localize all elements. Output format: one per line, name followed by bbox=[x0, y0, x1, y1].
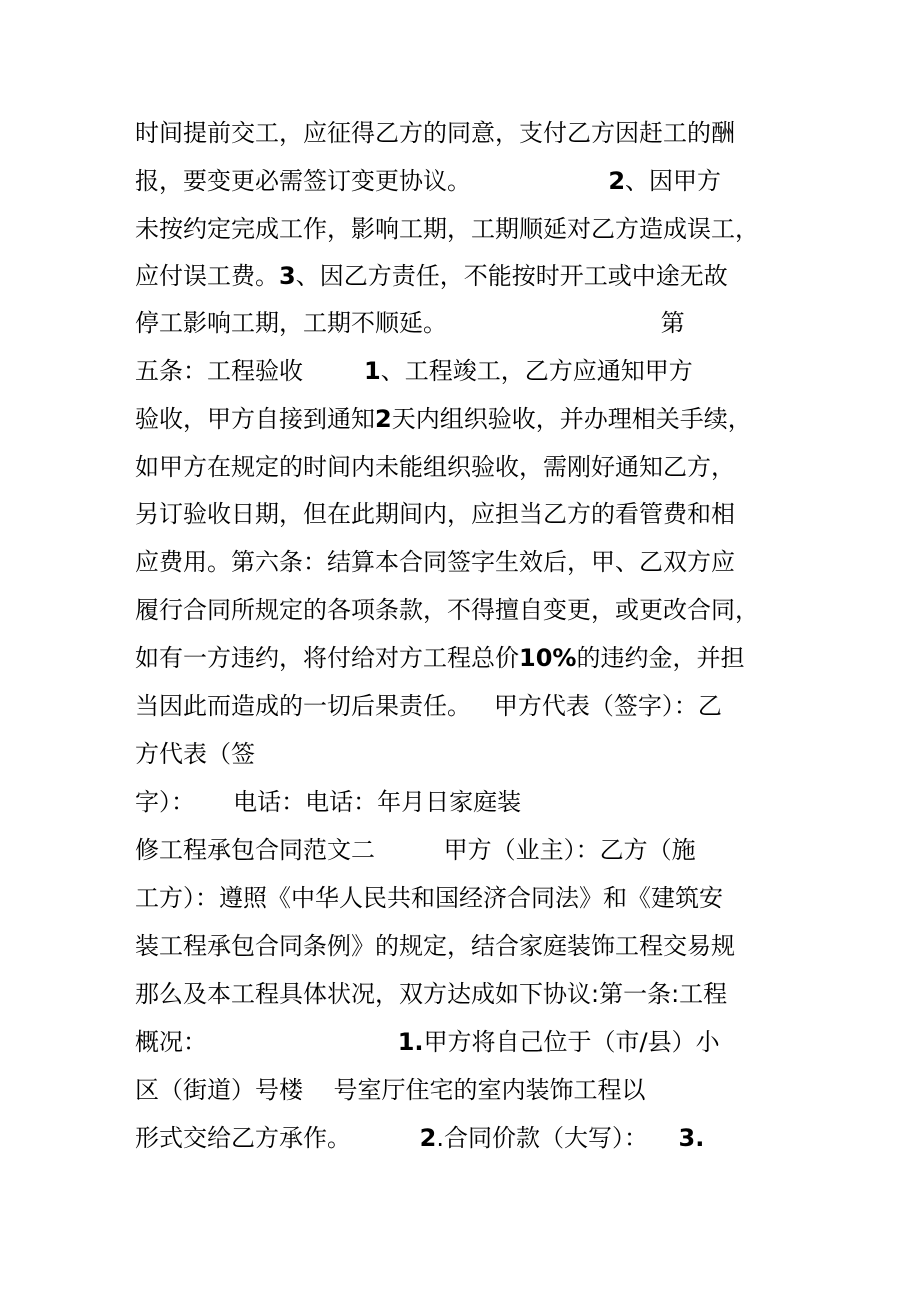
text-line bbox=[135, 351, 693, 391]
text-segment: 、因乙方责任，不能按时开工或中途无故 bbox=[295, 262, 728, 290]
text-line bbox=[135, 830, 696, 870]
text-line bbox=[135, 590, 759, 630]
text-segment: 验收，甲方自接到通知 bbox=[135, 405, 375, 433]
text-line bbox=[135, 782, 521, 822]
text-segment: 五条：工程验收 bbox=[135, 357, 365, 385]
text-segment: 应费用。第六条：结算本合同签字生效后，甲、乙双方应 bbox=[135, 548, 735, 576]
text-line bbox=[135, 494, 735, 534]
bold-number: 1. bbox=[397, 1028, 424, 1056]
text-segment: 字）： 电话：电话：年月日家庭装 bbox=[135, 788, 522, 816]
text-line bbox=[135, 256, 728, 296]
text-segment: 工方）：遵照《中华人民共和国经济合同法》和《建筑安 bbox=[135, 884, 723, 912]
text-line bbox=[135, 878, 723, 918]
text-line bbox=[135, 303, 685, 343]
bold-number: 2 bbox=[375, 405, 392, 433]
bold-number: 3. bbox=[678, 1124, 705, 1152]
text-line bbox=[135, 399, 752, 439]
text-segment: 如有一方违约，将付给对方工程总价 bbox=[135, 644, 519, 672]
text-segment: 、工程竣工，乙方应通知甲方 bbox=[380, 357, 693, 385]
text-segment: 停工影响工期，工期不顺延。 第 bbox=[135, 309, 685, 337]
text-line bbox=[135, 209, 759, 249]
text-line bbox=[135, 542, 735, 582]
text-line bbox=[135, 734, 255, 774]
text-segment: 那么及本工程具体状况，双方达成如下协议:第一条:工程 bbox=[135, 980, 728, 1008]
text-line bbox=[135, 638, 744, 678]
text-segment: 的违约金，并担 bbox=[576, 644, 745, 672]
text-line bbox=[135, 1070, 646, 1110]
text-line bbox=[135, 686, 722, 726]
bold-number: 3 bbox=[279, 262, 296, 290]
text-segment: .合同价款（大写）： bbox=[436, 1124, 679, 1152]
text-segment: 天内组织验收，并办理相关手续， bbox=[391, 405, 752, 433]
text-segment: 修工程承包合同范文二 甲方（业主）：乙方（施 bbox=[135, 836, 696, 864]
text-segment: 应付误工费。 bbox=[135, 262, 279, 290]
bold-number: 2 bbox=[608, 167, 626, 195]
text-segment: 装工程承包合同条例》的规定，结合家庭装饰工程交易规 bbox=[135, 932, 735, 960]
bold-number: 10% bbox=[519, 644, 577, 672]
text-segment: 当因此而造成的一切后果责任。 甲方代表（签字）：乙 bbox=[135, 692, 722, 720]
text-line bbox=[135, 161, 721, 201]
text-line bbox=[135, 974, 727, 1014]
text-line bbox=[135, 1022, 720, 1062]
text-segment: 方代表（签 bbox=[135, 740, 255, 768]
text-line bbox=[135, 1118, 704, 1158]
text-segment: 如甲方在规定的时间内未能组织验收，需刚好通知乙方， bbox=[135, 453, 735, 481]
text-segment: 未按约定完成工作，影响工期，工期顺延对乙方造成误工， bbox=[135, 215, 759, 243]
text-segment: 报，要变更必需签订变更协议。 bbox=[135, 167, 609, 195]
text-segment: 履行合同所规定的各项条款，不得擅自变更，或更改合同， bbox=[135, 596, 759, 624]
text-segment: 、因甲方 bbox=[625, 167, 722, 195]
text-segment: 概况： bbox=[135, 1028, 398, 1056]
text-segment: 形式交给乙方承作。 bbox=[135, 1124, 420, 1152]
text-segment: 另订验收日期，但在此期间内，应担当乙方的看管费和相 bbox=[135, 500, 735, 528]
bold-number: 2 bbox=[419, 1124, 437, 1152]
text-segment: 区（街道）号楼 号室厅住宅的室内装饰工程以 bbox=[135, 1076, 646, 1104]
text-segment: 甲方将自己位于（市/县）小 bbox=[423, 1028, 720, 1056]
text-segment: 时间提前交工，应征得乙方的同意，支付乙方因赶工的酬 bbox=[135, 119, 735, 147]
text-line bbox=[135, 447, 735, 487]
text-line bbox=[135, 926, 735, 966]
bold-number: 1 bbox=[364, 357, 381, 385]
text-line bbox=[135, 113, 735, 153]
